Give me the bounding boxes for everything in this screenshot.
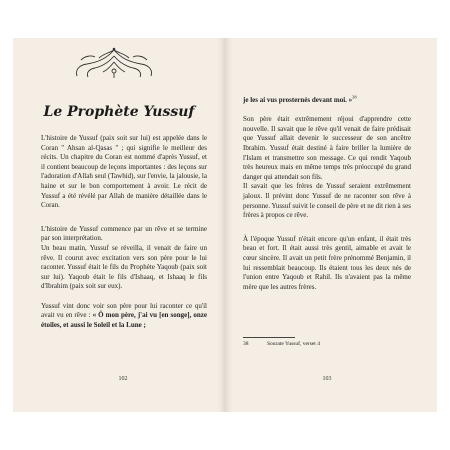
footnote-text: Sourate Yussuf, verset 4: [267, 341, 320, 347]
left-body-text: [41, 134, 207, 340]
paragraph: À l'époque Yussuf n'était encore qu'un enfant, il était très beau et fort. Il était aussi très gentil, aimable et avait le cœur sincère. Il avait un petit frère prénommé Benjamin, il lui ressemblait beaucoup. Ils étaient tous les deux nés de l'union entre Yaqoub et Rahil. Ils n'avaient pas la même mère que les autres frères.: [243, 234, 411, 291]
left-page: [13, 38, 225, 412]
chapter-title: Le Prophète Yussuf: [43, 104, 195, 120]
quote-text: « Ô mon père, j'ai vu [en songe], onze étoiles, et aussi le Soleil et la Lune ;: [41, 311, 207, 329]
right-page: [225, 38, 437, 412]
footnote-number: 38: [243, 341, 249, 347]
paragraph: Son père était extrêmement réjoui d'apprendre cette nouvelle. Il savait que le rêve qu'il venait de faire prédisait que Yussuf allait devenir le successeur de son ancêtre Ibrahim. Yussuf était destiné à faire briller la lumière de l'Islam et transmettre son message. Ce qui rendit Yaqoub très heureux mais en même temps très préoccupé du grand danger qui attendait son fils.: [243, 115, 411, 181]
footnote-ref: 38: [352, 94, 357, 100]
right-body-text: [243, 96, 411, 302]
page-number: 102: [118, 376, 128, 382]
paragraph-text: Yussuf vint donc voir son père pour lui raconter ce qu'il avait vu en rêve :: [41, 301, 207, 320]
paragraph: L'histoire de Yussuf (paix soit sur lui) est appelée dans le Coran " Ahsan al-Qasas " ; qui signifie le meilleur des récits. Un chapitre du Coran est nommé d'après Yussuf, et il contient beaucoup de leçons importantes : des leçons sur l'adoration d'Allah seul (Tawhid), sur l'envie, la jalousie, la haine et sur le bon comportement à avoir. Le récit de Yussuf a été révélé par Allah de manière détaillée dans le Coran.: [41, 134, 207, 210]
paragraph: Un beau matin, Yussuf se réveilla, il venait de faire un rêve. Il courut avec excitation vers son père pour le lui raconter. Yussuf était le fils du Prophète Yaqoub (paix soit sur lui). Yaqoub était le fils d'Ishaaq, et Ishaaq le fils d'Ibrahim (paix soit sur eux).: [41, 243, 207, 291]
ornament-icon: [69, 46, 159, 80]
footnote-divider: [243, 337, 295, 338]
paragraph: L'histoire de Yussuf commence par un rêve et se termine par son interprétation.: [41, 224, 207, 243]
book-spread: [13, 38, 437, 412]
paragraph: [243, 96, 411, 106]
footnote: [243, 341, 320, 348]
paragraph: Il savait que les frères de Yussuf seraient extrêmement jaloux. Il prévint donc Yussuf de ne raconter son rêve à personne. Yussuf suivit le conseil de père et ne dit rien à ses frères à propos ce rêve.: [243, 182, 411, 220]
paragraph: [41, 302, 207, 331]
page-number: 103: [322, 376, 332, 382]
quote-text: je les ai vus prosternés devant moi. »: [243, 96, 353, 104]
